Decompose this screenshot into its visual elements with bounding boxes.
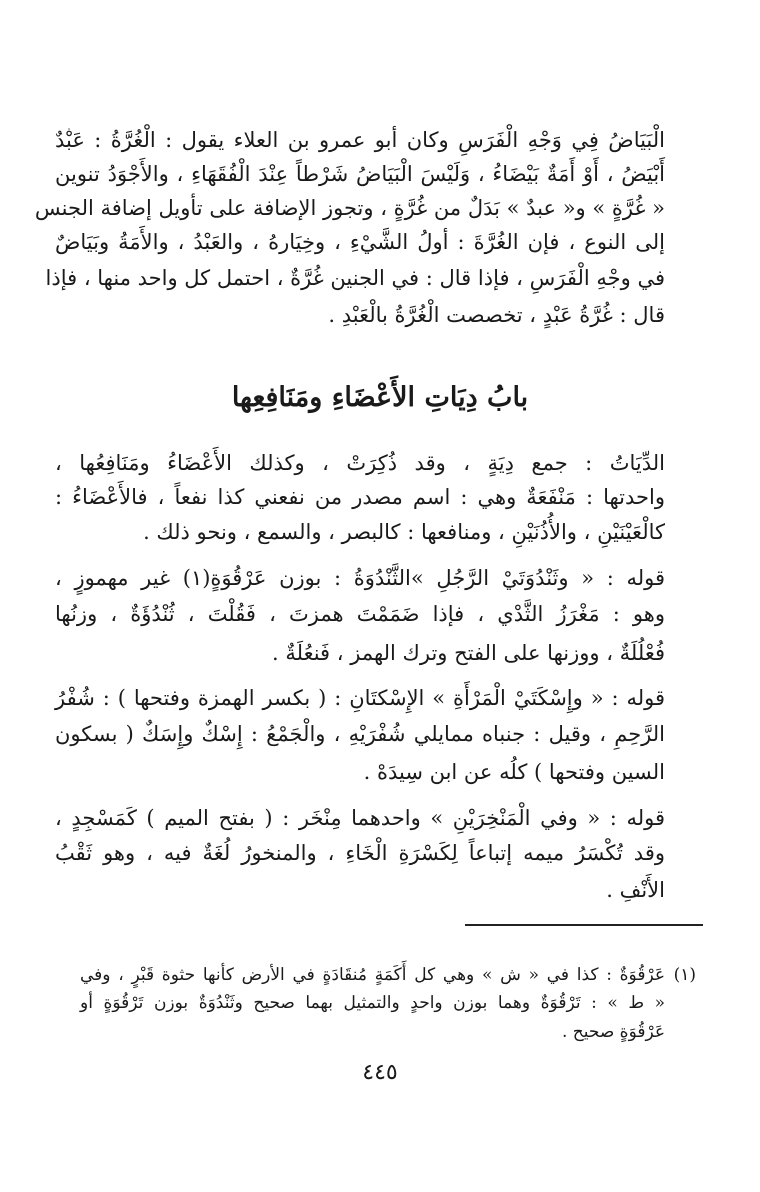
text-line: إلى النوع ، فإن الغُرَّةَ : أولُ الشَّيْءِ ، وخِيَارهُ ، والعَبْدُ ، والأَمَةُ وبَيَاضٌ bbox=[55, 230, 665, 254]
text-line: فُعْلُلَةٌ ، ووزنها على الفتح وترك الهمز ، فَنعُلَةٌ . bbox=[272, 641, 665, 665]
text-line: كالْعَيْنَيْنِ ، والأُذُنَيْنِ ، ومنافعها : كالبصر ، والسمع ، ونحو ذلك . bbox=[143, 520, 665, 544]
text-line: وقد تُكْسَرُ ميمه إتباعاً لِكَسْرَةِ الْخَاءِ ، والمنخورُ لُغَةٌ فيه ، وهو ثَقْبُ bbox=[55, 841, 665, 865]
text-line: في وجْهِ الْفَرَسِ ، فإذا قال : في الجنين غُرَّةٌ ، احتمل كل واحد منها ، فإذا bbox=[45, 266, 665, 290]
page-number: ٤٤٥ bbox=[362, 1060, 398, 1085]
footnote-line: عَرْقُوَةٍ صحيح . bbox=[561, 1022, 665, 1042]
text-line: قوله : « وإِسْكَتَيْ الْمَرْأَةِ » الإِسْكتَانِ : ( بكسر الهمزة وفتحها ) : شُفْرُ bbox=[55, 686, 665, 710]
text-line: الرَّحِمِ ، وقيل : جنباه ممايلي شُفْرَيْهِ ، والْجَمْعُ : إِسْكٌ وإِسَكٌ ( بسكون bbox=[55, 722, 665, 746]
chapter-heading: بابُ دِيَاتِ الأَعْضَاءِ ومَنَافِعِها bbox=[231, 382, 529, 413]
text-line: السين وفتحها ) كلُه عن ابن سِيدَهْ . bbox=[363, 760, 665, 784]
footnote-line: عَرْقُوَةٌ : كذا في « ش » وهي كل أَكَمَةٍ مُنقَادَةٍ في الأرض كأنها حثوة قَبْرٍ ، وفي bbox=[80, 965, 665, 985]
text-line: وهو : مَغْرَزُ الثَّدْي ، فإذا ضَمَمْتَ همزتَ ، فَقُلْتَ ، ثُنْدُؤَةٌ ، وزنُها bbox=[55, 602, 665, 626]
text-line: قوله : « وثَنْدُوَتَيْ الرَّجُلِ »الثَّنْدُوَةُ : بوزن عَرْقُوَةٍ(١) غير مهموزٍ ، bbox=[55, 566, 665, 590]
footnote-number: (١) bbox=[673, 965, 696, 985]
text-line: الدِّيَاتُ : جمع دِيَةٍ ، وقد ذُكِرَتْ ، وكذلك الأَعْضَاءُ ومَنَافِعُها ، bbox=[55, 451, 665, 475]
text-line: أَبْيَضُ ، أَوْ أَمَةٌ بَيْضَاءُ ، وَلَيْسَ الْبَيَاضُ شَرْطاً عِنْدَ الْفُقَهَاءِ ، والأَجْوَدُ تنوين bbox=[55, 162, 665, 186]
text-line: « غُرَّةٍ » و« عبدٌ » بَدَلٌ من غُرَّةٍ ، وتجوز الإضافة على تأويل إضافة الجنس bbox=[34, 196, 665, 220]
footnote-separator bbox=[465, 924, 703, 926]
text-line: الأَنْفِ . bbox=[606, 878, 665, 902]
text-line: الْبَيَاضُ فِي وَجْهِ الْفَرَسِ وكان أبو عمرو بن العلاء يقول : الْغُرَّةُ : عَبْدٌ bbox=[55, 128, 665, 152]
text-line: واحدتها : مَنْفَعَةٌ وهي : اسم مصدر من نفعني كذا نفعاً ، فالأَعْضَاءُ : bbox=[55, 485, 665, 509]
footnote-line: « ط » : تَرْقُوَةٌ وهما بوزن واحدٍ والتمثيل بهما صحيح وثَنْدُوَةٌ بوزن تَرْقُوَةٍ أو bbox=[80, 993, 665, 1013]
text-line: قوله : « وفي الْمَنْخِرَيْنِ » واحدهما مِنْخَر : ( بفتح الميم ) كَمَسْجِدٍ ، bbox=[55, 806, 665, 830]
text-line: قال : غُرَّةُ عَبْدٍ ، تخصصت الْغُرَّةُ بالْعَبْدِ . bbox=[328, 303, 665, 327]
